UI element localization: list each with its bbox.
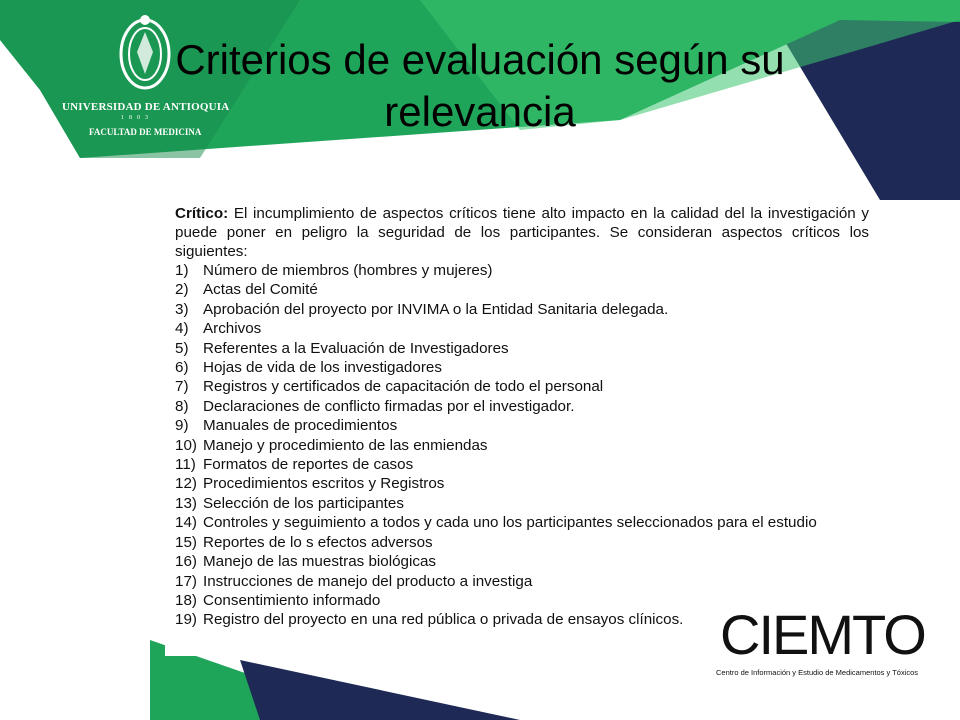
list-item	[175, 280, 875, 299]
list-item-text: Registro del proyecto en una red pública o privada de ensayos clínicos.	[203, 611, 684, 629]
ciemto-logo-text: CIEMTO	[720, 603, 925, 666]
list-item-text: Manejo y procedimiento de las enmiendas	[203, 436, 488, 454]
list-item-number: 15)	[175, 533, 197, 551]
list-item-text: Actas del Comité	[203, 281, 318, 299]
list-item	[175, 339, 875, 358]
list-item-text: Manuales de procedimientos	[203, 417, 398, 435]
list-item-number: 12)	[175, 475, 197, 493]
ciemto-subtitle: Centro de Información y Estudio de Medicamentos y Tóxicos	[716, 668, 919, 677]
list-item-number: 4)	[175, 320, 189, 338]
list-item-text: Controles y seguimiento a todos y cada uno los participantes seleccionados para el estudio	[203, 514, 817, 532]
list-item-number: 5)	[175, 339, 189, 357]
intro-paragraph	[175, 204, 869, 261]
list-item-text: Registros y certificados de capacitación de todo el personal	[203, 378, 604, 396]
list-item-text: Reportes de lo s efectos adversos	[203, 533, 433, 551]
list-item-number: 14)	[175, 514, 197, 532]
list-item	[175, 358, 875, 377]
list-item-number: 8)	[175, 397, 189, 415]
list-item-text: Hojas de vida de los investigadores	[203, 359, 442, 377]
critical-aspects-list	[175, 261, 875, 630]
intro-label: Crítico:	[175, 205, 229, 222]
list-item-text: Declaraciones de conflicto firmadas por el investigador.	[203, 397, 575, 415]
list-item-number: 19)	[175, 611, 197, 629]
list-item	[175, 455, 875, 474]
document-excerpt	[165, 194, 875, 656]
slide-title: Criterios de evaluación según su relevancia	[175, 36, 785, 135]
list-item-number: 17)	[175, 572, 197, 590]
list-item	[175, 494, 875, 513]
list-item-text: Procedimientos escritos y Registros	[203, 475, 445, 493]
list-item-text: Consentimiento informado	[203, 591, 381, 609]
list-item-number: 6)	[175, 359, 189, 377]
list-item	[175, 572, 875, 591]
intro-text: El incumplimiento de aspectos críticos tiene alto impacto en la calidad del la investigación y puede poner en peligro la seguridad de los participantes. Se consideran aspectos críticos los siguientes:	[175, 205, 869, 260]
navy-band-bottom	[240, 660, 520, 720]
list-item-number: 16)	[175, 553, 197, 571]
list-item-text: Aprobación del proyecto por INVIMA o la Entidad Sanitaria delegada.	[203, 300, 669, 318]
list-item-number: 1)	[175, 262, 189, 279]
university-name: UNIVERSIDAD DE ANTIOQUIA	[62, 101, 230, 113]
list-item	[175, 533, 875, 552]
list-item-text: Referentes a la Evaluación de Investigadores	[203, 339, 509, 357]
list-item-number: 2)	[175, 281, 189, 299]
list-item-number: 3)	[175, 300, 189, 318]
list-item	[175, 513, 875, 532]
list-item-number: 10)	[175, 436, 197, 454]
list-item	[175, 300, 875, 319]
faculty-name: FACULTAD DE MEDICINA	[89, 127, 202, 137]
list-item-text: Número de miembros (hombres y mujeres)	[203, 262, 493, 279]
university-year: 1803	[121, 115, 153, 121]
list-item	[175, 416, 875, 435]
list-item	[175, 397, 875, 416]
list-item	[175, 261, 875, 280]
list-item-number: 9)	[175, 417, 189, 435]
list-item-number: 13)	[175, 494, 197, 512]
list-item-number: 11)	[175, 456, 196, 474]
list-item-text: Formatos de reportes de casos	[203, 456, 414, 474]
list-item	[175, 436, 875, 455]
list-item-text: Selección de los participantes	[203, 494, 404, 512]
list-item-number: 18)	[175, 591, 197, 609]
list-item-text: Manejo de las muestras biológicas	[203, 553, 436, 571]
list-item-text: Instrucciones de manejo del producto a investiga	[203, 572, 533, 590]
list-item	[175, 319, 875, 338]
list-item	[175, 474, 875, 493]
list-item	[175, 552, 875, 571]
list-item	[175, 377, 875, 396]
list-item-number: 7)	[175, 378, 189, 396]
list-item-text: Archivos	[203, 320, 262, 338]
